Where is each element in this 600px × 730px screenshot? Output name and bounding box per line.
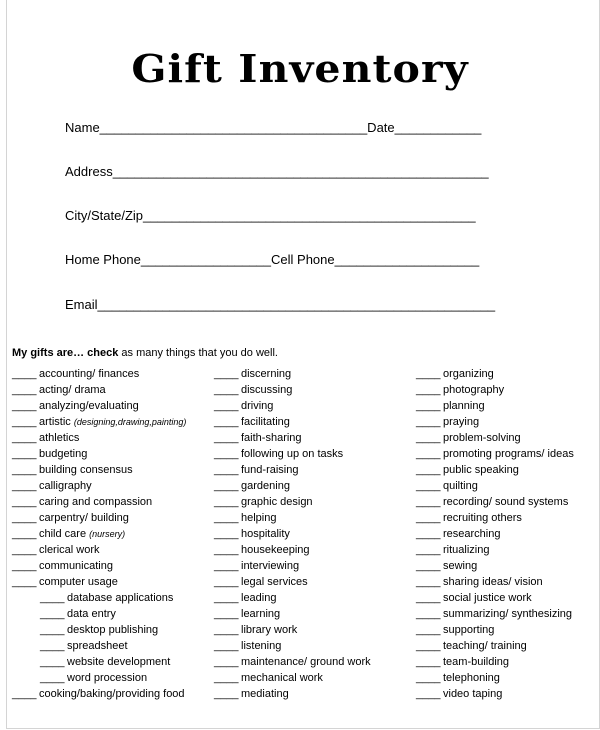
gift-item — [214, 608, 371, 624]
gift-label: communicating — [39, 560, 113, 572]
check-blank[interactable]: ____ — [12, 688, 37, 700]
check-blank[interactable]: ____ — [214, 464, 239, 476]
check-blank[interactable]: ____ — [214, 528, 239, 540]
gift-label: word procession — [67, 672, 148, 684]
page-title: Gift Inventory — [131, 46, 469, 91]
gift-item — [416, 432, 574, 448]
gift-item — [416, 576, 574, 592]
gift-label: clerical work — [39, 544, 100, 556]
gift-item — [12, 464, 186, 480]
address-field[interactable]: Address____________________________________________________ — [65, 164, 489, 179]
check-blank[interactable]: ____ — [214, 576, 239, 588]
check-blank[interactable]: ____ — [214, 512, 239, 524]
gift-label: social justice work — [443, 592, 532, 604]
gift-item — [12, 608, 186, 624]
gift-item — [12, 528, 186, 544]
gift-item — [214, 528, 371, 544]
gift-label: carpentry/ building — [39, 512, 129, 524]
check-blank[interactable]: ____ — [214, 432, 239, 444]
gift-column-1 — [12, 368, 186, 704]
gift-item — [416, 528, 574, 544]
gift-label: summarizing/ synthesizing — [443, 608, 572, 620]
cut-off-row — [40, 705, 600, 711]
gift-label: telephoning — [443, 672, 500, 684]
gift-item — [214, 544, 371, 560]
gift-item — [416, 496, 574, 512]
check-blank[interactable]: ____ — [214, 496, 239, 508]
gift-item — [416, 592, 574, 608]
gift-item — [416, 688, 574, 704]
gift-item — [416, 368, 574, 384]
check-blank[interactable]: ____ — [40, 640, 65, 652]
gift-item — [214, 448, 371, 464]
gift-label: leading — [241, 592, 277, 604]
check-blank[interactable]: ____ — [416, 464, 441, 476]
gift-item — [12, 640, 186, 656]
gift-item — [416, 640, 574, 656]
check-blank[interactable]: ____ — [416, 560, 441, 572]
gift-item — [416, 416, 574, 432]
name-date-field[interactable]: Name_____________________________________Date____________ — [65, 120, 482, 135]
gift-item — [12, 512, 186, 528]
gift-label: photography — [443, 384, 505, 396]
gift-item — [416, 624, 574, 640]
gift-label: researching — [443, 528, 501, 540]
check-blank[interactable]: ____ — [214, 400, 239, 412]
check-blank[interactable]: ____ — [214, 448, 239, 460]
gift-label: discerning — [241, 368, 292, 380]
gift-column-3 — [416, 368, 574, 704]
gift-label: computer usage — [39, 576, 118, 588]
gift-item — [12, 416, 186, 432]
check-blank[interactable]: ____ — [40, 656, 65, 668]
check-blank[interactable]: ____ — [214, 672, 239, 684]
gift-item — [12, 448, 186, 464]
check-blank[interactable]: ____ — [12, 464, 37, 476]
gift-item — [416, 544, 574, 560]
check-blank[interactable]: ____ — [416, 672, 441, 684]
check-blank[interactable]: ____ — [416, 544, 441, 556]
gift-item — [12, 368, 186, 384]
gifts-instructions-rest: as many things that you do well. — [118, 347, 278, 359]
gift-item — [214, 400, 371, 416]
check-blank[interactable]: ____ — [12, 512, 37, 524]
gift-item — [214, 672, 371, 688]
gift-label: child care — [39, 528, 87, 540]
gift-item — [12, 592, 186, 608]
gift-item — [12, 400, 186, 416]
gift-item — [416, 464, 574, 480]
gift-label: praying — [443, 416, 480, 428]
gift-label: recording/ sound systems — [443, 496, 569, 508]
gift-item — [12, 672, 186, 688]
check-blank[interactable]: ____ — [416, 496, 441, 508]
check-blank[interactable]: ____ — [214, 560, 239, 572]
gift-item — [214, 432, 371, 448]
gift-label: spreadsheet — [67, 640, 128, 652]
check-blank[interactable]: ____ — [12, 480, 37, 492]
gift-item — [12, 544, 186, 560]
check-blank[interactable]: ____ — [214, 480, 239, 492]
check-blank[interactable]: ____ — [416, 384, 441, 396]
check-blank[interactable]: ____ — [214, 624, 239, 636]
check-blank[interactable]: ____ — [40, 624, 65, 636]
gift-label: library work — [241, 624, 298, 636]
gift-item — [12, 576, 186, 592]
gift-label: calligraphy — [39, 480, 92, 492]
city-state-zip-field[interactable]: City/State/Zip______________________________________________ — [65, 208, 476, 223]
gift-item — [12, 624, 186, 640]
check-blank[interactable]: ____ — [416, 624, 441, 636]
gift-item — [214, 464, 371, 480]
gift-label: sewing — [443, 560, 478, 572]
check-blank[interactable]: ____ — [40, 608, 65, 620]
check-blank[interactable]: ____ — [416, 688, 441, 700]
gift-label: legal services — [241, 576, 308, 588]
gift-label: helping — [241, 512, 277, 524]
gift-label: hospitality — [241, 528, 290, 540]
check-blank[interactable]: ____ — [40, 672, 65, 684]
gift-label: maintenance/ ground work — [241, 656, 371, 668]
gift-label: accounting/ finances — [39, 368, 140, 380]
check-blank[interactable]: ____ — [12, 384, 37, 396]
gifts-instructions-bold: My gifts are… check — [12, 347, 119, 359]
check-blank[interactable]: ____ — [214, 592, 239, 604]
gift-item — [214, 560, 371, 576]
gift-note: (designing,drawing,painting) — [73, 417, 187, 427]
gift-label: quilting — [443, 480, 478, 492]
gift-label: planning — [443, 400, 485, 412]
gift-label: team-building — [443, 656, 510, 668]
gift-label: analyzing/evaluating — [39, 400, 139, 412]
gift-label: mediating — [241, 688, 289, 700]
gift-item — [12, 560, 186, 576]
gift-label: problem-solving — [443, 432, 521, 444]
check-blank[interactable]: ____ — [214, 416, 239, 428]
check-blank[interactable]: ____ — [214, 640, 239, 652]
gift-note: (nursery) — [89, 529, 126, 539]
phone-field[interactable]: Home Phone__________________Cell Phone____________________ — [65, 252, 480, 267]
gift-item — [416, 384, 574, 400]
check-blank[interactable]: ____ — [416, 416, 441, 428]
gift-label: teaching/ training — [443, 640, 527, 652]
gift-label: listening — [241, 640, 282, 652]
gift-label: discussing — [241, 384, 293, 396]
gift-item — [214, 480, 371, 496]
gift-item — [416, 560, 574, 576]
email-field[interactable]: Email_______________________________________________________ — [65, 297, 496, 312]
check-blank[interactable]: ____ — [214, 544, 239, 556]
check-blank[interactable]: ____ — [214, 368, 239, 380]
gift-label: recruiting others — [443, 512, 522, 524]
gift-label: budgeting — [39, 448, 88, 460]
gift-label: acting/ drama — [39, 384, 106, 396]
gift-item — [416, 672, 574, 688]
gift-item — [12, 384, 186, 400]
check-blank[interactable]: ____ — [12, 528, 37, 540]
gift-item — [214, 592, 371, 608]
check-blank[interactable]: ____ — [214, 608, 239, 620]
gift-label: faith-sharing — [241, 432, 302, 444]
check-blank[interactable]: ____ — [40, 592, 65, 604]
gift-label: mechanical work — [241, 672, 323, 684]
gift-item — [12, 656, 186, 672]
gift-label: gardening — [241, 480, 290, 492]
gift-item — [214, 416, 371, 432]
check-blank[interactable]: ____ — [416, 448, 441, 460]
check-blank[interactable]: ____ — [12, 400, 37, 412]
gift-label: athletics — [39, 432, 80, 444]
gift-label: supporting — [443, 624, 495, 636]
gift-label: learning — [241, 608, 281, 620]
check-blank[interactable]: ____ — [416, 400, 441, 412]
gifts-instructions — [12, 347, 278, 359]
gift-label: graphic design — [241, 496, 313, 508]
check-blank[interactable]: ____ — [214, 688, 239, 700]
check-blank[interactable]: ____ — [416, 528, 441, 540]
check-blank[interactable]: ____ — [416, 576, 441, 588]
check-blank[interactable]: ____ — [416, 432, 441, 444]
gift-column-2 — [214, 368, 371, 704]
gift-item — [214, 384, 371, 400]
gift-label: driving — [241, 400, 274, 412]
gift-label: desktop publishing — [67, 624, 159, 636]
gift-label: ritualizing — [443, 544, 490, 556]
check-blank[interactable]: ____ — [416, 480, 441, 492]
check-blank[interactable]: ____ — [12, 544, 37, 556]
check-blank[interactable]: ____ — [416, 512, 441, 524]
gift-item — [12, 480, 186, 496]
gift-item — [416, 400, 574, 416]
check-blank[interactable]: ____ — [416, 656, 441, 668]
gift-item — [214, 496, 371, 512]
gift-item — [214, 640, 371, 656]
gift-label: public speaking — [443, 464, 519, 476]
gift-label: building consensus — [39, 464, 133, 476]
check-blank[interactable]: ____ — [416, 640, 441, 652]
gift-label: organizing — [443, 368, 494, 380]
gift-label: promoting programs/ ideas — [443, 448, 574, 460]
gift-label: housekeeping — [241, 544, 310, 556]
gift-item — [416, 656, 574, 672]
gift-label: interviewing — [241, 560, 300, 572]
check-blank[interactable]: ____ — [416, 592, 441, 604]
gift-item — [214, 368, 371, 384]
gift-item — [12, 432, 186, 448]
gift-item — [416, 480, 574, 496]
gift-item — [12, 496, 186, 512]
gift-item — [416, 448, 574, 464]
gift-item — [12, 688, 186, 704]
gift-item — [214, 512, 371, 528]
check-blank[interactable]: ____ — [12, 368, 37, 380]
gift-label: data entry — [67, 608, 116, 620]
check-blank[interactable]: ____ — [12, 576, 37, 588]
gift-label: database applications — [67, 592, 174, 604]
check-blank[interactable]: ____ — [12, 448, 37, 460]
gift-item — [416, 608, 574, 624]
gift-label: website development — [67, 656, 171, 668]
gift-item — [214, 656, 371, 672]
check-blank[interactable]: ____ — [12, 496, 37, 508]
gift-label: sharing ideas/ vision — [443, 576, 543, 588]
check-blank[interactable]: ____ — [214, 656, 239, 668]
check-blank[interactable]: ____ — [214, 384, 239, 396]
gift-item — [416, 512, 574, 528]
gift-item — [214, 688, 371, 704]
gift-label: cooking/baking/providing food — [39, 688, 185, 700]
gift-item — [214, 624, 371, 640]
gift-label: following up on tasks — [241, 448, 344, 460]
gift-label: fund-raising — [241, 464, 299, 476]
gift-label: caring and compassion — [39, 496, 153, 508]
check-blank[interactable]: ____ — [416, 608, 441, 620]
gift-label: facilitating — [241, 416, 290, 428]
check-blank[interactable]: ____ — [12, 416, 37, 428]
gift-label: artistic — [39, 416, 71, 428]
check-blank[interactable]: ____ — [416, 368, 441, 380]
check-blank[interactable]: ____ — [12, 432, 37, 444]
check-blank[interactable]: ____ — [12, 560, 37, 572]
gift-label: video taping — [443, 688, 503, 700]
gift-item — [214, 576, 371, 592]
